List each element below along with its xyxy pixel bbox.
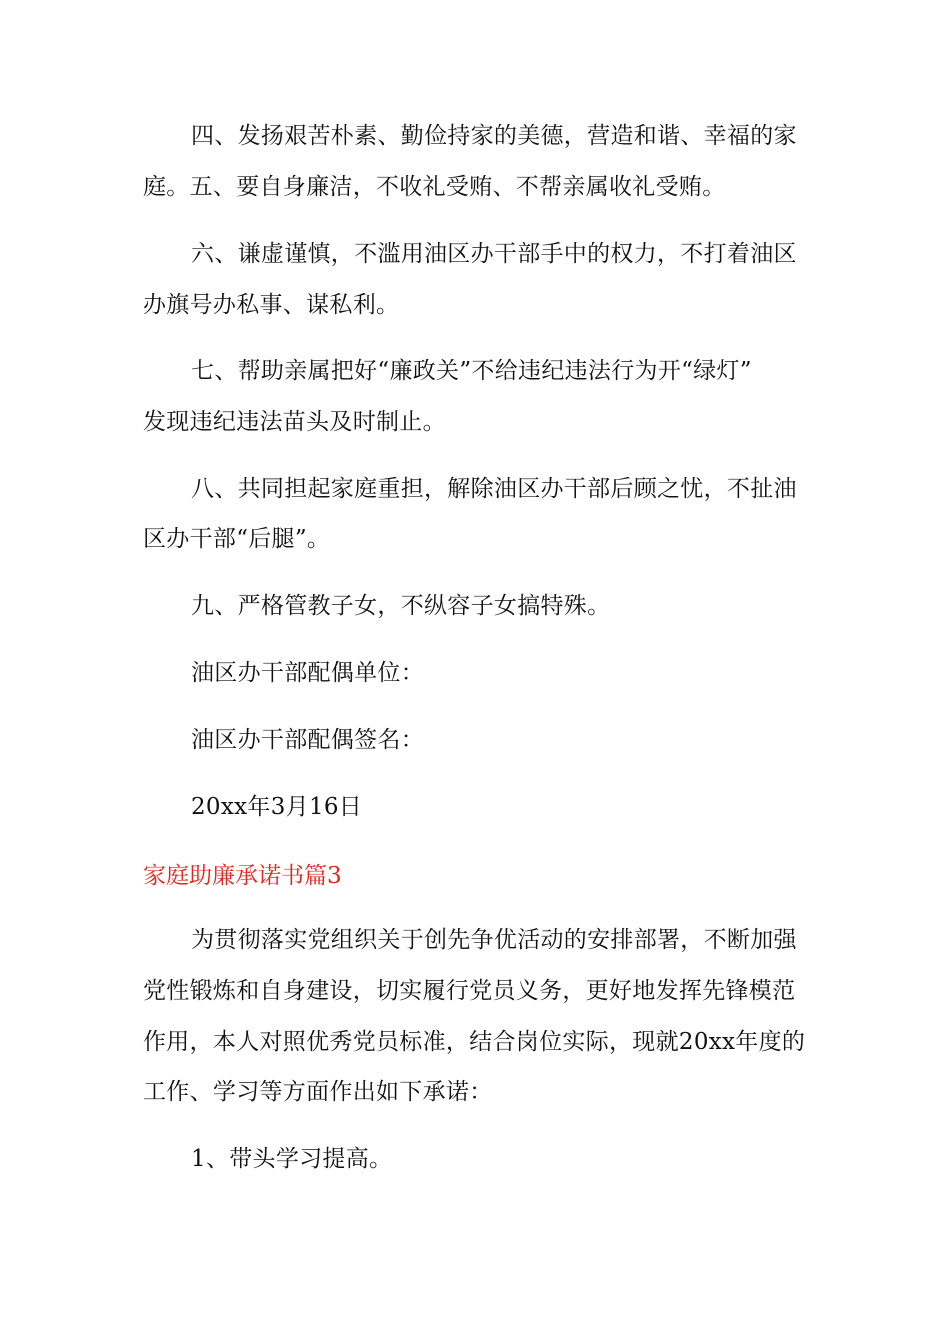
list-item-1: 1、带头学习提高。 [191, 1146, 393, 1172]
paragraph-4-line-1: 四、发扬艰苦朴素、勤俭持家的美德，营造和谐、幸福的家 [191, 123, 797, 149]
paragraph-6-line-1: 六、谦虚谨慎，不滥用油区办干部手中的权力，不打着油区 [191, 241, 797, 267]
intro-line-3: 作用，本人对照优秀党员标准，结合岗位实际，现就20xx年度的 [143, 1029, 806, 1055]
paragraph-6-line-2: 办旗号办私事、谋私利。 [143, 292, 400, 318]
paragraph-4-line-2: 庭。五、要自身廉洁，不收礼受贿、不帮亲属收礼受贿。 [143, 174, 726, 200]
spouse-unit-label: 油区办干部配偶单位： [191, 660, 424, 686]
paragraph-8-line-2: 区办干部“后腿”。 [143, 526, 331, 552]
intro-line-2: 党性锻炼和自身建设，切实履行党员义务，更好地发挥先锋模范 [143, 978, 796, 1004]
spouse-signature-label: 油区办干部配偶签名： [191, 727, 424, 753]
paragraph-8-line-1: 八、共同担起家庭重担，解除油区办干部后顾之忧，不扯油 [191, 476, 797, 502]
paragraph-7-line-2: 发现违纪违法苗头及时制止。 [143, 409, 446, 435]
paragraph-7-line-1: 七、帮助亲属把好“廉政关”不给违纪违法行为开“绿灯” [191, 358, 752, 384]
intro-line-4: 工作、学习等方面作出如下承诺： [143, 1079, 493, 1105]
intro-line-1: 为贯彻落实党组织关于创先争优活动的安排部署，不断加强 [191, 927, 797, 953]
section-title: 家庭助廉承诺书篇3 [143, 863, 342, 889]
paragraph-9: 九、严格管教子女，不纵容子女搞特殊。 [191, 593, 611, 619]
signature-date: 20xx年3月16日 [191, 794, 363, 820]
